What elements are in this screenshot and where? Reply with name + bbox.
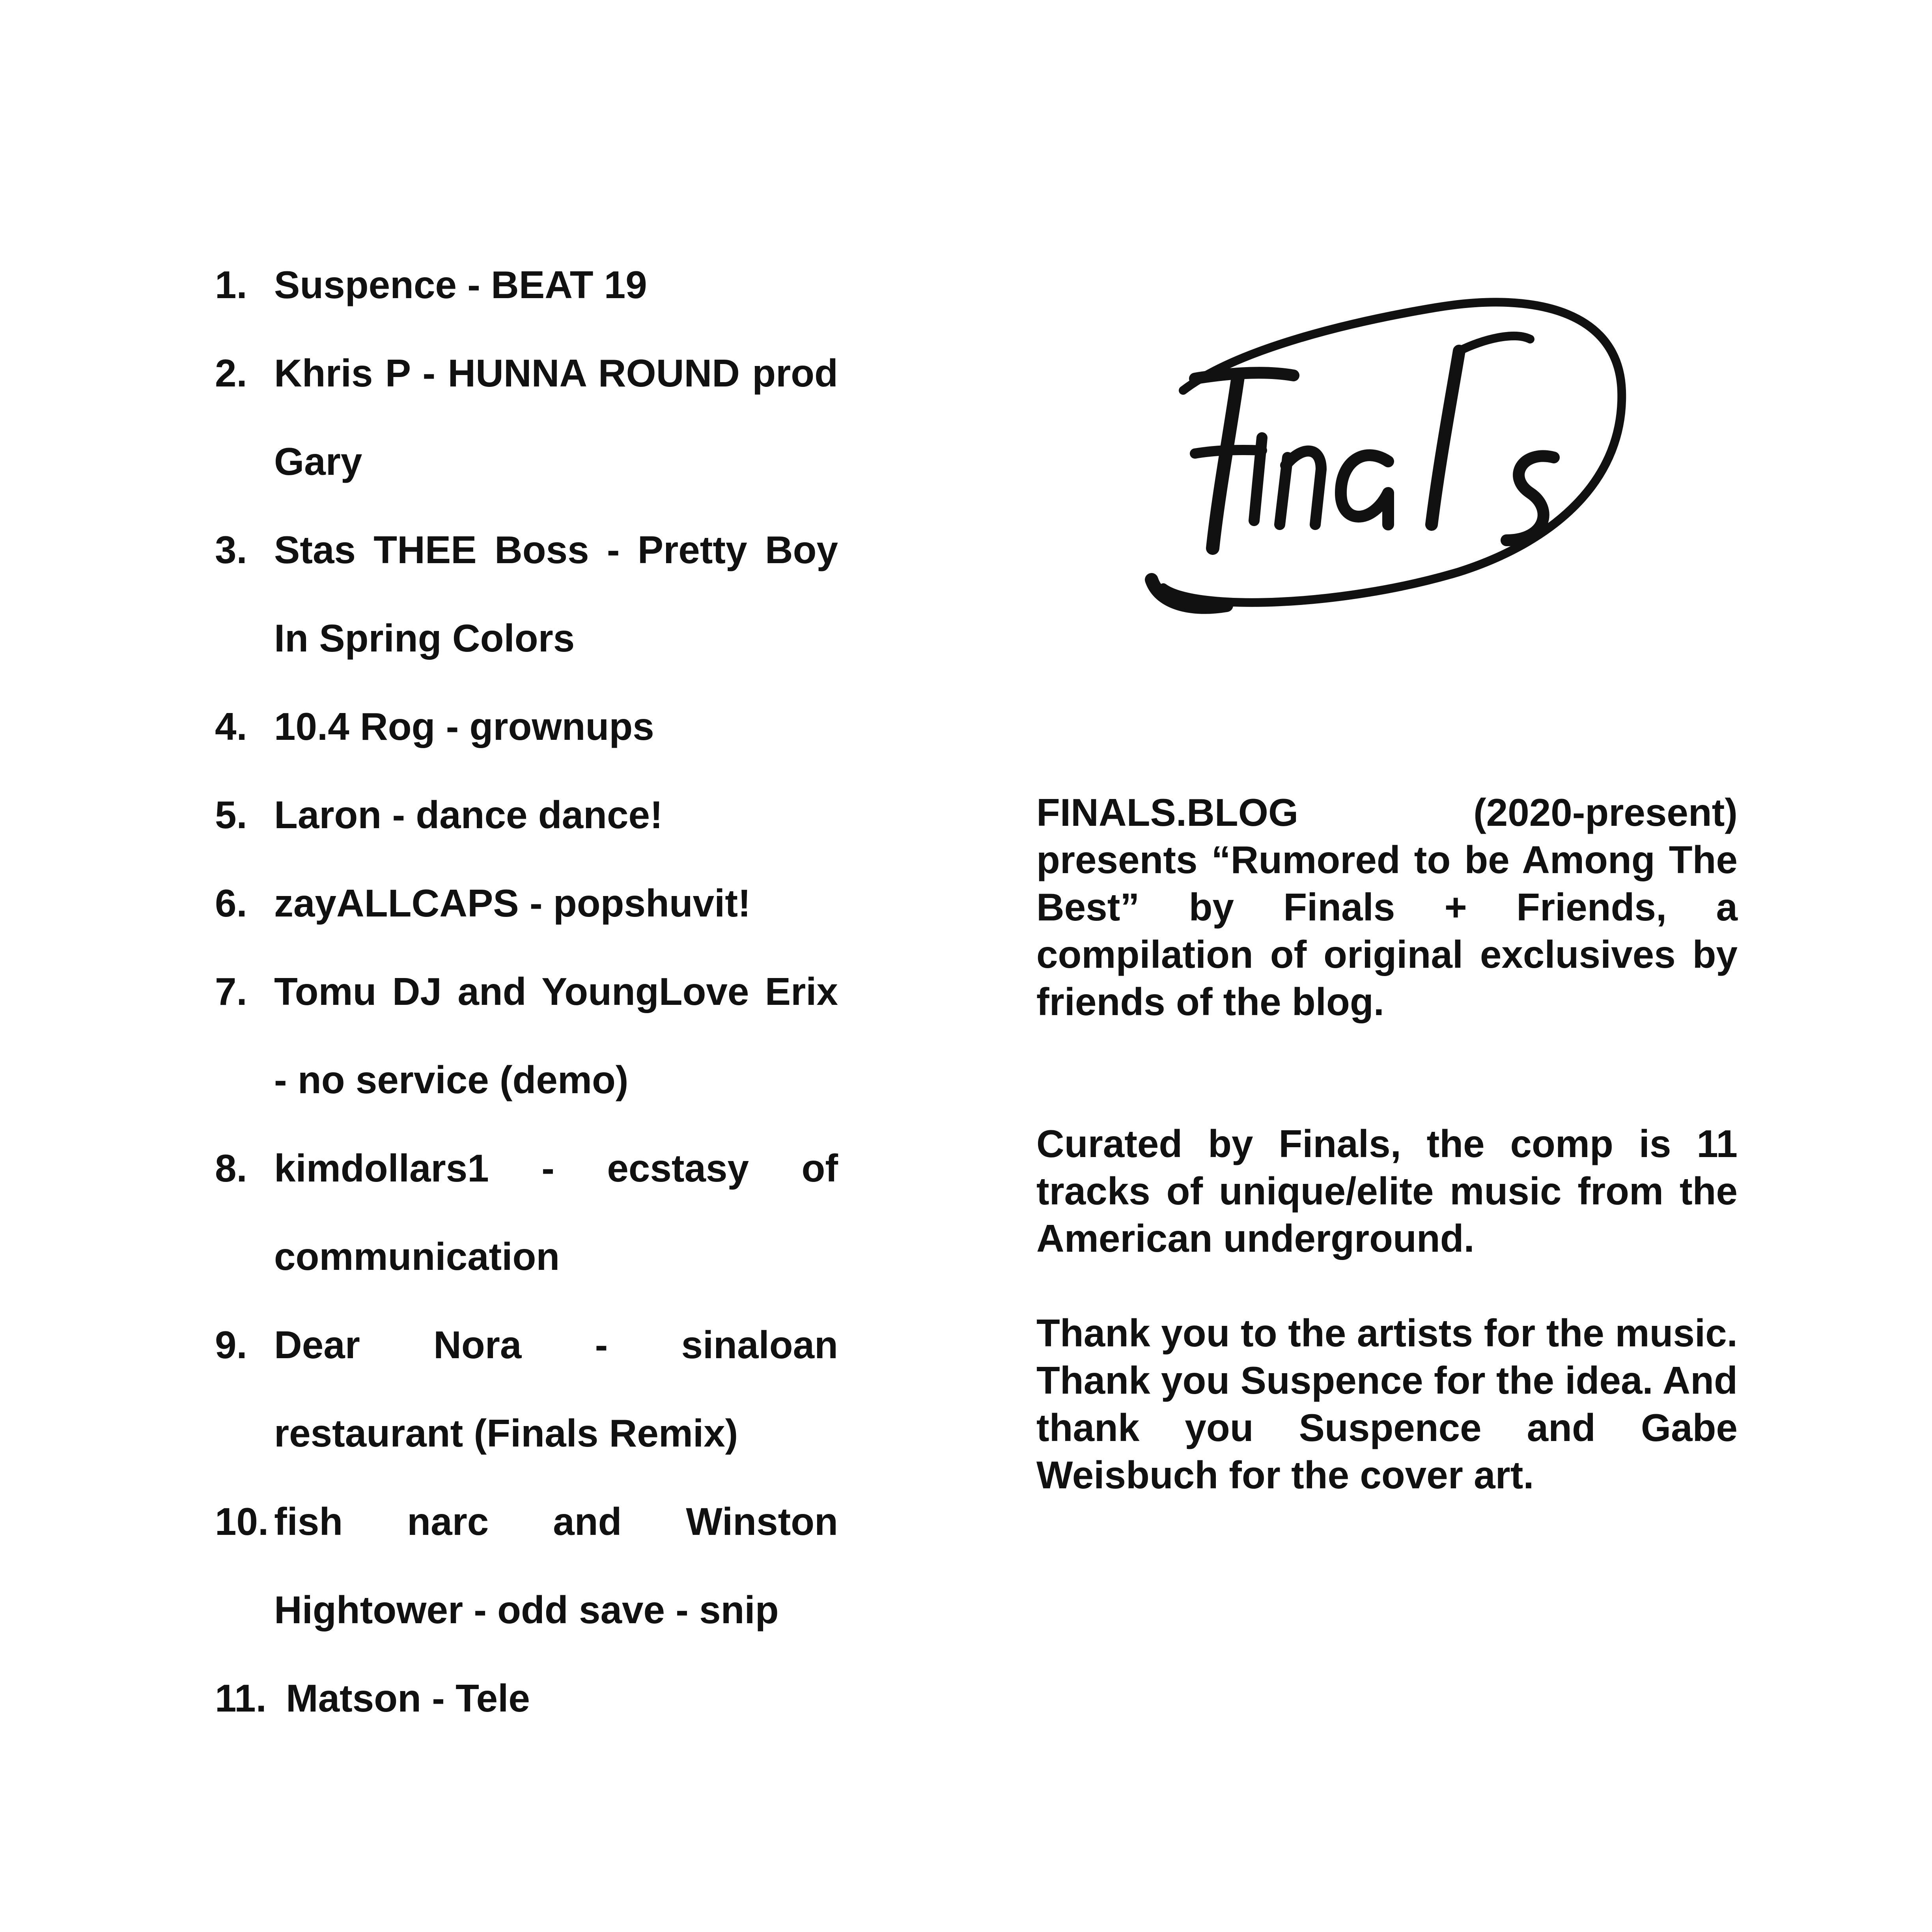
track-title: kimdollars1 - ecstasy of communication (274, 1146, 838, 1278)
track-number: 4. (215, 705, 247, 748)
track-8 (215, 1124, 838, 1301)
track-1 (215, 241, 838, 329)
track-9 (215, 1301, 838, 1477)
track-number: 11. (215, 1676, 267, 1720)
track-number: 9. (215, 1323, 247, 1366)
liner-notes-thanks: Thank you to the artists for the music. Thank you Suspence for the idea. And thank you Suspence and Gabe Weisbuch for the cover art. (1036, 1311, 1738, 1497)
track-number: 5. (215, 793, 247, 836)
track-number: 8. (215, 1146, 247, 1190)
track-title: Laron - dance dance! (274, 793, 663, 836)
logo-lettering (1195, 336, 1554, 548)
track-number: 7. (215, 970, 247, 1013)
track-5 (215, 771, 838, 859)
track-title: Stas THEE Boss - Pretty Boy In Spring Colors (274, 528, 838, 660)
liner-notes-intro: FINALS.BLOG (2020-present) presents “Rumored to be Among The Best” by Finals + Friends, a compilation of original exclusives by friends of the blog. (1036, 791, 1738, 1023)
track-title: Matson - Tele (286, 1676, 530, 1720)
track-number: 10. (215, 1500, 269, 1543)
track-title: Khris P - HUNNA ROUND prod Gary (274, 351, 838, 483)
track-7 (215, 947, 838, 1124)
track-title: zayALLCAPS - popshuvit! (274, 881, 751, 925)
track-3 (215, 506, 838, 682)
liner-notes (1036, 789, 1738, 1499)
tracklist (215, 241, 838, 1742)
finals-logo (1136, 272, 1637, 619)
liner-notes-curation: Curated by Finals, the comp is 11 tracks of unique/elite music from the American underground. (1036, 1122, 1738, 1260)
track-10 (215, 1477, 838, 1654)
track-title: fish narc and Winston Hightower - odd save - snip (274, 1500, 838, 1631)
track-number: 3. (215, 528, 247, 571)
track-2 (215, 329, 838, 506)
track-number: 6. (215, 881, 247, 925)
track-4 (215, 682, 838, 771)
track-title: 10.4 Rog - grownups (274, 705, 654, 748)
track-title: Tomu DJ and YoungLove Erix - no service (demo) (274, 970, 838, 1101)
track-title: Suspence - BEAT 19 (274, 263, 647, 306)
track-11 (215, 1654, 838, 1742)
track-number: 1. (215, 263, 247, 306)
track-6 (215, 859, 838, 947)
track-title: Dear Nora - sinaloan restaurant (Finals Remix) (274, 1323, 838, 1455)
track-number: 2. (215, 351, 247, 395)
